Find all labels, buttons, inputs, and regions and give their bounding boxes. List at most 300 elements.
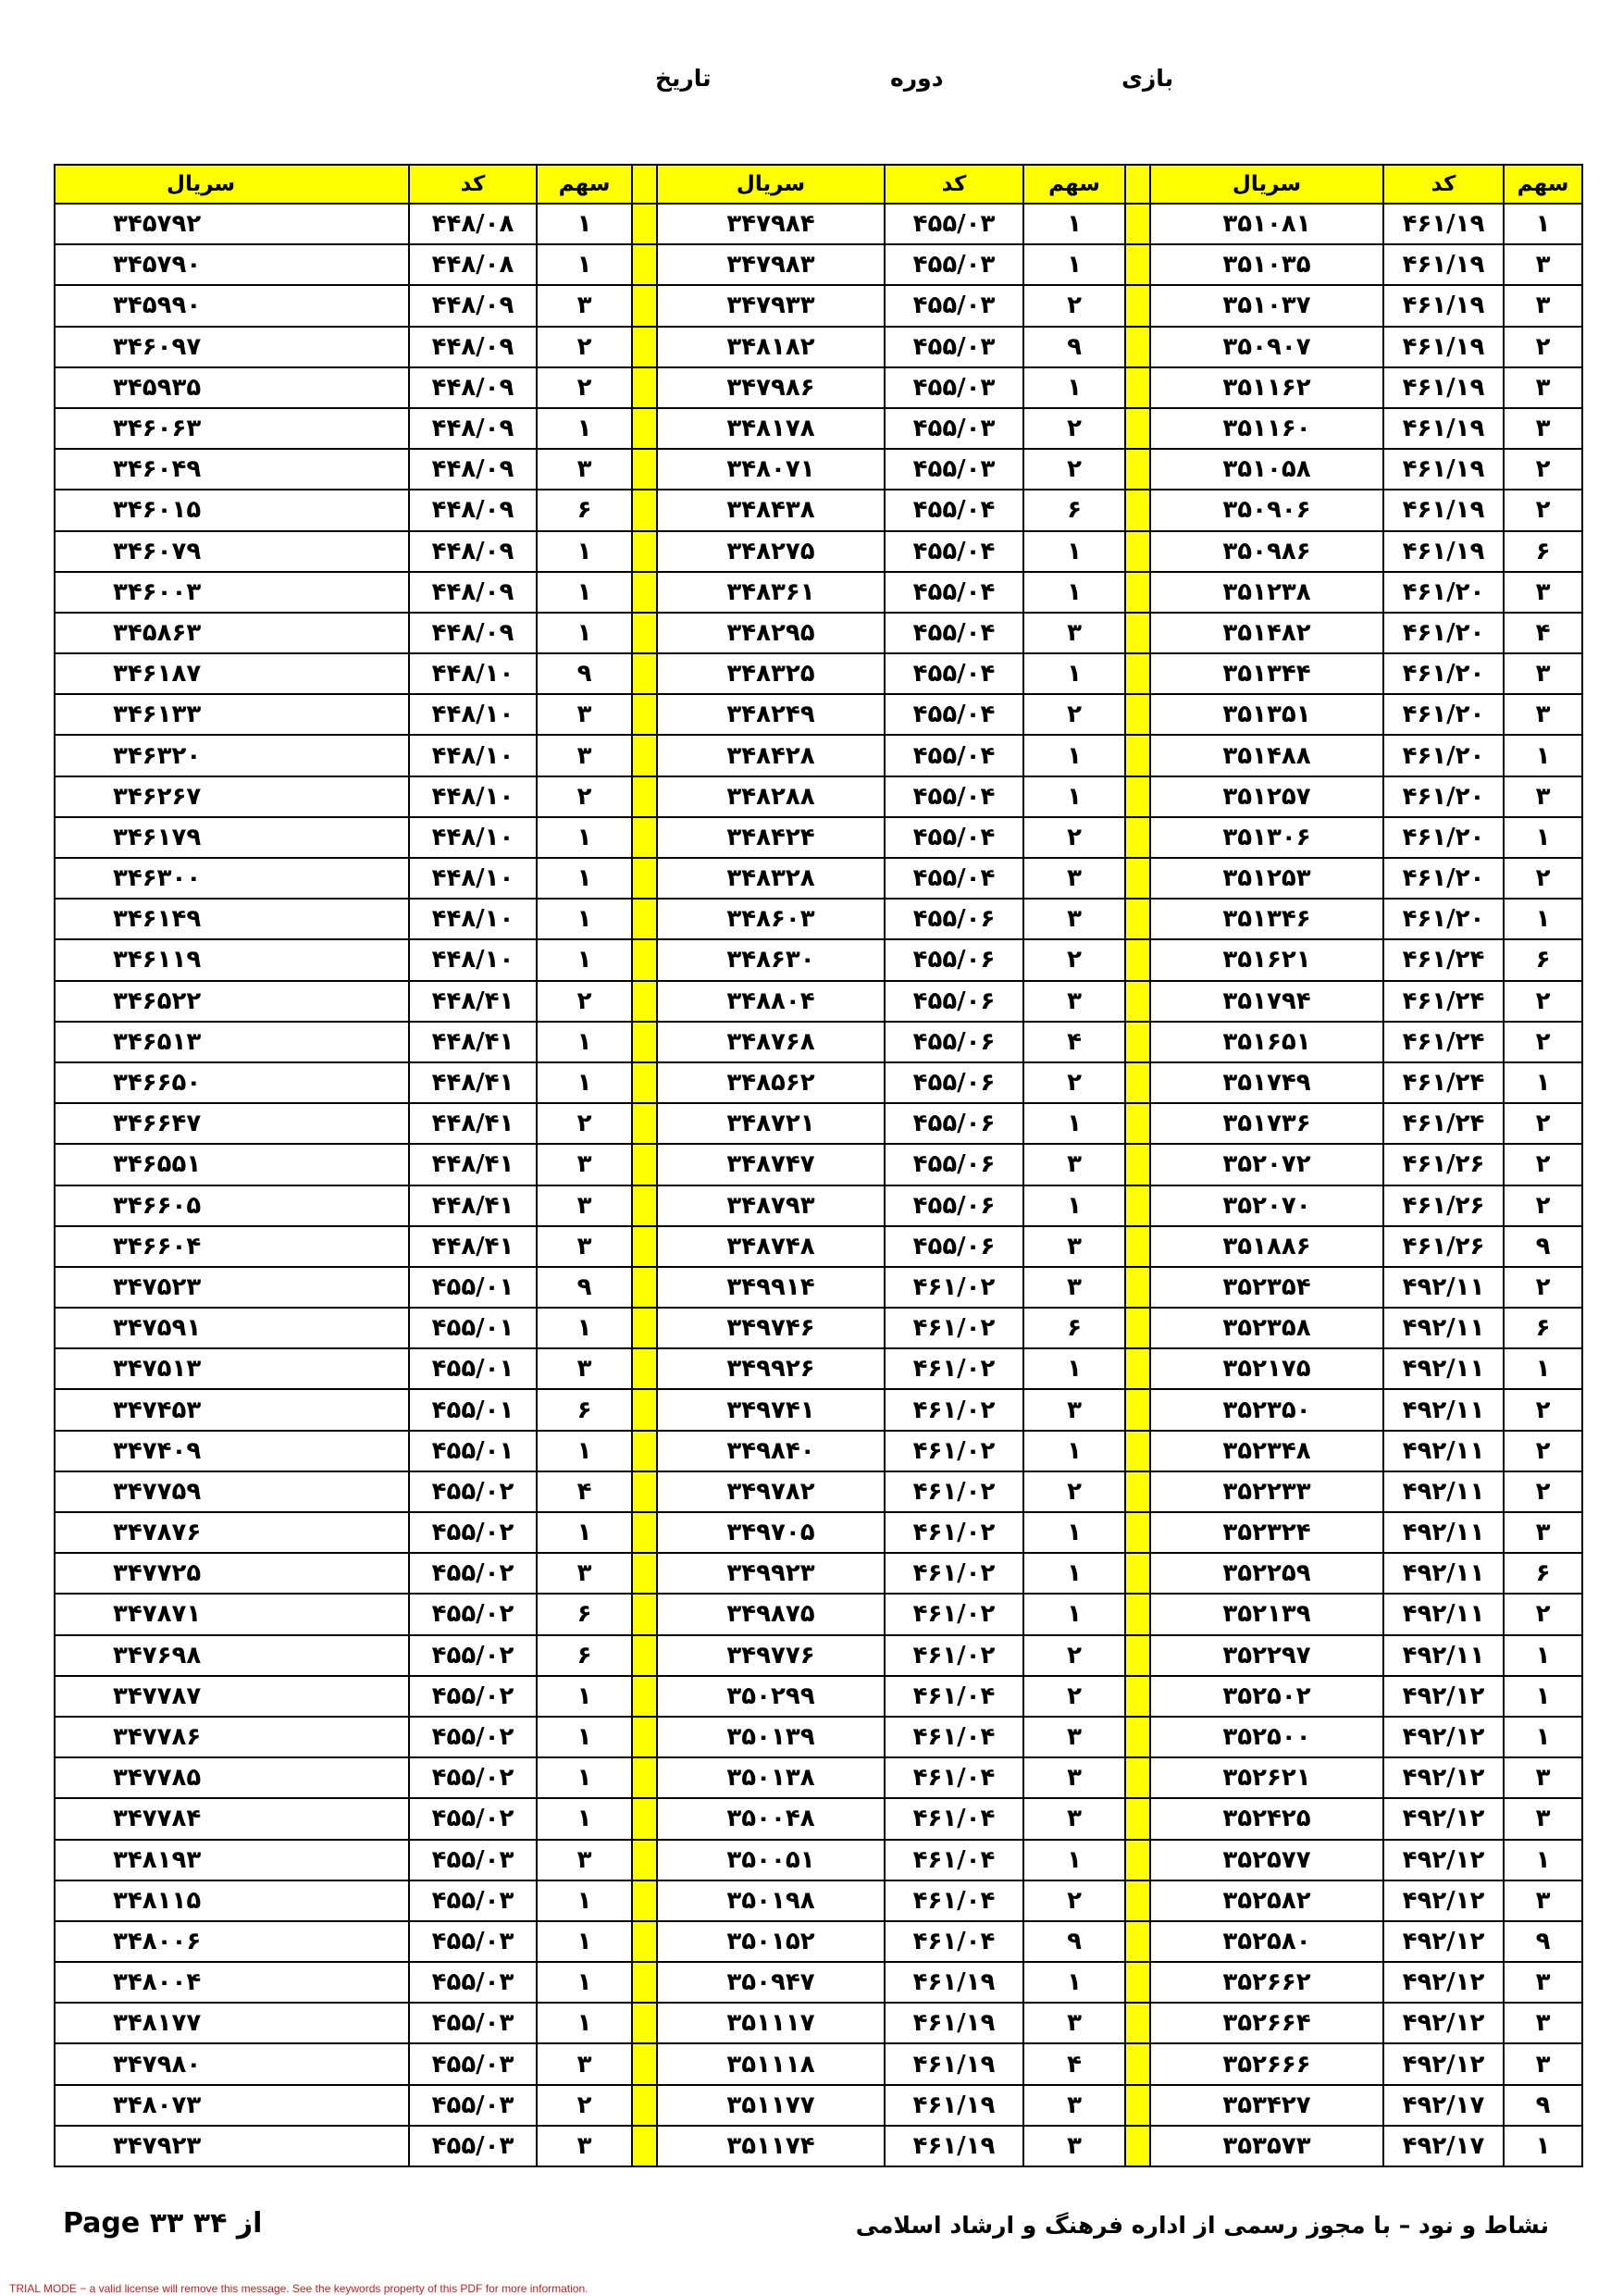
cell-kod: ۴۶۱/۰۲ — [885, 1389, 1023, 1430]
cell-serial: ۳۴۹۹۲۶ — [657, 1348, 885, 1389]
cell-serial: ۳۵۱۰۸۱ — [1150, 204, 1383, 244]
yellow-spacer — [632, 1471, 657, 1512]
cell-kod: ۴۶۱/۰۲ — [885, 1553, 1023, 1594]
col-header-sahm: سهم — [1504, 165, 1582, 204]
table-row — [55, 1594, 1582, 1634]
cell-serial: ۳۵۲۲۹۷ — [1150, 1635, 1383, 1676]
yellow-spacer — [1125, 1512, 1150, 1553]
page-of: از — [236, 2207, 263, 2240]
table-row — [55, 2043, 1582, 2084]
cell-kod: ۴۹۲/۱۲ — [1383, 1676, 1504, 1717]
cell-kod: ۴۶۱/۱۹ — [1383, 531, 1504, 572]
cell-sahm: ۳ — [1023, 1389, 1125, 1430]
cell-kod: ۴۴۸/۱۰ — [409, 735, 537, 776]
cell-serial: ۳۵۲۶۶۴ — [1150, 2003, 1383, 2043]
cell-kod: ۴۶۱/۲۰ — [1383, 653, 1504, 694]
cell-sahm: ۶ — [537, 1635, 632, 1676]
cell-kod: ۴۶۱/۲۰ — [1383, 858, 1504, 899]
table-row — [55, 1267, 1582, 1308]
cell-kod: ۴۴۸/۱۰ — [409, 899, 537, 939]
cell-kod: ۴۵۵/۰۱ — [409, 1267, 537, 1308]
cell-kod: ۴۴۸/۱۰ — [409, 694, 537, 735]
col-header-kod: کد — [885, 165, 1023, 204]
yellow-spacer — [632, 981, 657, 1022]
cell-kod: ۴۵۵/۰۱ — [409, 1431, 537, 1471]
cell-sahm: ۳ — [1023, 1717, 1125, 1757]
yellow-spacer — [632, 1267, 657, 1308]
cell-sahm: ۹ — [1504, 1921, 1582, 1962]
yellow-spacer — [1125, 1226, 1150, 1267]
yellow-spacer — [1125, 1431, 1150, 1471]
cell-serial: ۳۴۸۱۷۸ — [657, 408, 885, 449]
cell-serial: ۳۴۸۴۲۸ — [657, 735, 885, 776]
cell-serial: ۳۴۷۷۸۵ — [55, 1757, 409, 1798]
cell-sahm: ۱ — [1504, 1717, 1582, 1757]
cell-serial: ۳۴۷۵۱۳ — [55, 1348, 409, 1389]
cell-kod: ۴۵۵/۰۴ — [885, 735, 1023, 776]
cell-kod: ۴۶۱/۲۴ — [1383, 1062, 1504, 1103]
cell-kod: ۴۹۲/۱۲ — [1383, 1880, 1504, 1921]
cell-serial: ۳۴۸۱۱۵ — [55, 1880, 409, 1921]
cell-serial: ۳۴۹۷۸۲ — [657, 1471, 885, 1512]
cell-serial: ۳۴۹۷۴۶ — [657, 1308, 885, 1348]
cell-sahm: ۱ — [1023, 735, 1125, 776]
cell-kod: ۴۶۱/۲۴ — [1383, 1022, 1504, 1062]
cell-kod: ۴۶۱/۰۴ — [885, 1757, 1023, 1798]
cell-kod: ۴۹۲/۱۱ — [1383, 1348, 1504, 1389]
cell-serial: ۳۴۷۸۷۶ — [55, 1512, 409, 1553]
cell-serial: ۳۴۶۳۰۰ — [55, 858, 409, 899]
cell-serial: ۳۵۲۵۰۰ — [1150, 1717, 1383, 1757]
cell-serial: ۳۴۸۶۳۰ — [657, 939, 885, 980]
yellow-spacer — [1125, 531, 1150, 572]
cell-serial: ۳۵۲۲۵۹ — [1150, 1553, 1383, 1594]
cell-serial: ۳۴۸۱۹۳ — [55, 1840, 409, 1880]
table-row — [55, 244, 1582, 285]
cell-serial: ۳۴۷۹۸۳ — [657, 244, 885, 285]
yellow-spacer — [632, 1022, 657, 1062]
yellow-spacer — [632, 1717, 657, 1757]
cell-kod: ۴۵۵/۰۳ — [409, 2126, 537, 2166]
yellow-spacer — [632, 653, 657, 694]
yellow-spacer — [632, 449, 657, 490]
yellow-spacer — [1125, 2085, 1150, 2126]
cell-serial: ۳۴۷۸۷۱ — [55, 1594, 409, 1634]
cell-kod: ۴۴۸/۱۰ — [409, 858, 537, 899]
cell-kod: ۴۶۱/۰۴ — [885, 1798, 1023, 1839]
table-row — [55, 1757, 1582, 1798]
cell-kod: ۴۴۸/۰۹ — [409, 572, 537, 613]
cell-serial: ۳۴۹۹۲۳ — [657, 1553, 885, 1594]
cell-serial: ۳۴۸۲۸۸ — [657, 776, 885, 817]
col-spacer — [632, 165, 657, 204]
cell-kod: ۴۵۵/۰۳ — [885, 367, 1023, 408]
yellow-spacer — [632, 735, 657, 776]
cell-kod: ۴۹۲/۱۱ — [1383, 1267, 1504, 1308]
cell-kod: ۴۵۵/۰۳ — [885, 449, 1023, 490]
cell-serial: ۳۵۱۳۴۶ — [1150, 899, 1383, 939]
table-row — [55, 1062, 1582, 1103]
cell-sahm: ۱ — [1023, 1594, 1125, 1634]
cell-kod: ۴۵۵/۰۴ — [885, 858, 1023, 899]
cell-serial: ۳۵۱۴۸۲ — [1150, 613, 1383, 653]
cell-serial: ۳۴۹۷۰۵ — [657, 1512, 885, 1553]
cell-kod: ۴۴۸/۱۰ — [409, 776, 537, 817]
yellow-spacer — [1125, 1103, 1150, 1144]
cell-kod: ۴۹۲/۱۱ — [1383, 1389, 1504, 1430]
cell-sahm: ۲ — [1023, 1635, 1125, 1676]
cell-sahm: ۱ — [537, 244, 632, 285]
col-header-serial: سریال — [1150, 165, 1383, 204]
cell-kod: ۴۵۵/۰۶ — [885, 981, 1023, 1022]
cell-kod: ۴۴۸/۴۱ — [409, 1185, 537, 1226]
table-row — [55, 1880, 1582, 1921]
cell-serial: ۳۵۲۶۶۲ — [1150, 1962, 1383, 2003]
cell-serial: ۳۵۱۱۷۷ — [657, 2085, 885, 2126]
cell-sahm: ۱ — [1023, 531, 1125, 572]
cell-kod: ۴۶۱/۱۹ — [1383, 367, 1504, 408]
cell-serial: ۳۴۸۷۴۸ — [657, 1226, 885, 1267]
table-row — [55, 653, 1582, 694]
cell-serial: ۳۴۷۵۲۳ — [55, 1267, 409, 1308]
yellow-spacer — [1125, 2043, 1150, 2084]
cell-serial: ۳۴۵۹۳۵ — [55, 367, 409, 408]
cell-kod: ۴۵۵/۰۱ — [409, 1308, 537, 1348]
yellow-spacer — [1125, 1267, 1150, 1308]
yellow-spacer — [1125, 449, 1150, 490]
yellow-spacer — [632, 1676, 657, 1717]
cell-kod: ۴۴۸/۰۹ — [409, 613, 537, 653]
cell-serial: ۳۴۶۰۰۳ — [55, 572, 409, 613]
cell-sahm: ۲ — [1504, 327, 1582, 367]
cell-kod: ۴۶۱/۰۲ — [885, 1471, 1023, 1512]
cell-kod: ۴۵۵/۰۳ — [885, 244, 1023, 285]
cell-kod: ۴۵۵/۰۴ — [885, 817, 1023, 858]
cell-serial: ۳۵۱۶۲۱ — [1150, 939, 1383, 980]
yellow-spacer — [632, 2085, 657, 2126]
cell-serial: ۳۴۶۰۷۹ — [55, 531, 409, 572]
cell-sahm: ۶ — [537, 1389, 632, 1430]
cell-kod: ۴۵۵/۰۶ — [885, 1144, 1023, 1185]
cell-sahm: ۳ — [537, 1840, 632, 1880]
table-row — [55, 1022, 1582, 1062]
cell-sahm: ۱ — [537, 408, 632, 449]
yellow-spacer — [632, 531, 657, 572]
cell-kod: ۴۶۱/۱۹ — [885, 2003, 1023, 2043]
cell-sahm: ۱ — [537, 1962, 632, 2003]
table-row — [55, 1185, 1582, 1226]
cell-kod: ۴۵۵/۰۱ — [409, 1389, 537, 1430]
cell-serial: ۳۴۶۶۴۷ — [55, 1103, 409, 1144]
cell-kod: ۴۴۸/۱۰ — [409, 939, 537, 980]
cell-kod: ۴۹۲/۱۲ — [1383, 1717, 1504, 1757]
yellow-spacer — [632, 1798, 657, 1839]
cell-kod: ۴۹۲/۱۷ — [1383, 2126, 1504, 2166]
yellow-spacer — [632, 1594, 657, 1634]
cell-sahm: ۲ — [537, 367, 632, 408]
cell-kod: ۴۵۵/۰۲ — [409, 1512, 537, 1553]
table-row — [55, 1308, 1582, 1348]
cell-sahm: ۱ — [537, 613, 632, 653]
yellow-spacer — [1125, 1594, 1150, 1634]
cell-sahm: ۶ — [537, 490, 632, 530]
yellow-spacer — [1125, 817, 1150, 858]
cell-sahm: ۲ — [1023, 285, 1125, 326]
cell-kod: ۴۵۵/۰۴ — [885, 776, 1023, 817]
yellow-spacer — [632, 204, 657, 244]
cell-serial: ۳۴۸۷۶۸ — [657, 1022, 885, 1062]
cell-serial: ۳۵۳۴۲۷ — [1150, 2085, 1383, 2126]
cell-kod: ۴۹۲/۱۱ — [1383, 1594, 1504, 1634]
cell-serial: ۳۴۸۳۲۸ — [657, 858, 885, 899]
cell-kod: ۴۵۵/۰۴ — [885, 531, 1023, 572]
cell-serial: ۳۵۲۳۵۴ — [1150, 1267, 1383, 1308]
cell-serial: ۳۵۲۰۷۲ — [1150, 1144, 1383, 1185]
table-row — [55, 1921, 1582, 1962]
yellow-spacer — [1125, 1880, 1150, 1921]
cell-sahm: ۱ — [537, 1921, 632, 1962]
cell-kod: ۴۵۵/۰۳ — [409, 1962, 537, 2003]
cell-serial: ۳۴۶۱۷۹ — [55, 817, 409, 858]
cell-serial: ۳۵۲۰۷۰ — [1150, 1185, 1383, 1226]
cell-kod: ۴۵۵/۰۶ — [885, 939, 1023, 980]
yellow-spacer — [632, 2043, 657, 2084]
cell-sahm: ۲ — [1023, 939, 1125, 980]
cell-sahm: ۹ — [1504, 2085, 1582, 2126]
cell-sahm: ۳ — [1023, 1798, 1125, 1839]
cell-serial: ۳۴۵۹۹۰ — [55, 285, 409, 326]
cell-sahm: ۱ — [1504, 2126, 1582, 2166]
cell-sahm: ۳ — [1504, 694, 1582, 735]
page-word: Page — [63, 2207, 141, 2240]
cell-kod: ۴۵۵/۰۶ — [885, 1103, 1023, 1144]
cell-kod: ۴۴۸/۰۹ — [409, 367, 537, 408]
col-header-sahm: سهم — [1023, 165, 1125, 204]
cell-kod: ۴۴۸/۴۱ — [409, 1226, 537, 1267]
col-header-serial: سریال — [55, 165, 409, 204]
table-row — [55, 1676, 1582, 1717]
table-row — [55, 327, 1582, 367]
cell-kod: ۴۵۵/۰۲ — [409, 1553, 537, 1594]
cell-sahm: ۹ — [1023, 327, 1125, 367]
cell-sahm: ۳ — [1023, 981, 1125, 1022]
cell-serial: ۳۵۱۷۴۹ — [1150, 1062, 1383, 1103]
cell-kod: ۴۵۵/۰۳ — [409, 2043, 537, 2084]
cell-kod: ۴۶۱/۰۲ — [885, 1512, 1023, 1553]
cell-serial: ۳۴۷۹۲۳ — [55, 2126, 409, 2166]
cell-kod: ۴۶۱/۰۲ — [885, 1308, 1023, 1348]
cell-kod: ۴۶۱/۰۴ — [885, 1676, 1023, 1717]
cell-serial: ۳۴۸۰۷۳ — [55, 2085, 409, 2126]
cell-serial: ۳۴۸۰۰۴ — [55, 1962, 409, 2003]
cell-sahm: ۱ — [1504, 1840, 1582, 1880]
cell-kod: ۴۹۲/۱۱ — [1383, 1308, 1504, 1348]
cell-kod: ۴۶۱/۱۹ — [1383, 244, 1504, 285]
cell-serial: ۳۴۶۶۰۴ — [55, 1226, 409, 1267]
cell-sahm: ۱ — [1504, 1635, 1582, 1676]
yellow-spacer — [1125, 653, 1150, 694]
cell-kod: ۴۵۵/۰۴ — [885, 572, 1023, 613]
cell-sahm: ۱ — [1023, 204, 1125, 244]
cell-serial: ۳۵۲۳۴۸ — [1150, 1431, 1383, 1471]
cell-sahm: ۳ — [1504, 1962, 1582, 2003]
cell-kod: ۴۵۵/۰۶ — [885, 1022, 1023, 1062]
cell-serial: ۳۴۵۷۹۲ — [55, 204, 409, 244]
yellow-spacer — [632, 1880, 657, 1921]
cell-sahm: ۳ — [537, 2126, 632, 2166]
yellow-spacer — [632, 613, 657, 653]
cell-serial: ۳۵۳۵۷۳ — [1150, 2126, 1383, 2166]
yellow-spacer — [1125, 939, 1150, 980]
cell-kod: ۴۴۸/۰۹ — [409, 327, 537, 367]
cell-kod: ۴۶۱/۱۹ — [1383, 408, 1504, 449]
cell-serial: ۳۵۲۵۸۲ — [1150, 1880, 1383, 1921]
table-row — [55, 1389, 1582, 1430]
cell-kod: ۴۴۸/۱۰ — [409, 653, 537, 694]
yellow-spacer — [632, 776, 657, 817]
yellow-spacer — [632, 408, 657, 449]
cell-sahm: ۱ — [1023, 1962, 1125, 2003]
cell-sahm: ۱ — [1023, 1103, 1125, 1144]
cell-kod: ۴۵۵/۰۳ — [885, 408, 1023, 449]
cell-serial: ۳۵۲۶۶۶ — [1150, 2043, 1383, 2084]
cell-serial: ۳۴۶۳۲۰ — [55, 735, 409, 776]
cell-serial: ۳۴۶۶۰۵ — [55, 1185, 409, 1226]
cell-kod: ۴۶۱/۲۰ — [1383, 735, 1504, 776]
cell-sahm: ۲ — [1023, 1676, 1125, 1717]
cell-sahm: ۶ — [1504, 1308, 1582, 1348]
cell-sahm: ۲ — [1023, 1062, 1125, 1103]
cell-serial: ۳۴۷۷۸۷ — [55, 1676, 409, 1717]
cell-kod: ۴۹۲/۱۲ — [1383, 1840, 1504, 1880]
cell-sahm: ۱ — [1504, 1062, 1582, 1103]
cell-serial: ۳۴۸۷۴۷ — [657, 1144, 885, 1185]
cell-kod: ۴۵۵/۰۳ — [409, 1840, 537, 1880]
cell-serial: ۳۵۰۹۰۷ — [1150, 327, 1383, 367]
yellow-spacer — [1125, 1635, 1150, 1676]
cell-sahm: ۱ — [1023, 653, 1125, 694]
table-row — [55, 1144, 1582, 1185]
table-row — [55, 1717, 1582, 1757]
cell-serial: ۳۵۰۱۳۸ — [657, 1757, 885, 1798]
table-row — [55, 1553, 1582, 1594]
table-row — [55, 490, 1582, 530]
cell-serial: ۳۴۷۷۸۶ — [55, 1717, 409, 1757]
cell-kod: ۴۶۱/۱۹ — [1383, 490, 1504, 530]
yellow-spacer — [632, 2003, 657, 2043]
cell-sahm: ۳ — [537, 1185, 632, 1226]
cell-sahm: ۱ — [537, 1717, 632, 1757]
cell-kod: ۴۹۲/۱۲ — [1383, 1798, 1504, 1839]
cell-sahm: ۶ — [1504, 939, 1582, 980]
table-row — [55, 981, 1582, 1022]
cell-kod: ۴۶۱/۱۹ — [885, 2043, 1023, 2084]
table-row — [55, 1840, 1582, 1880]
cell-serial: ۳۴۶۵۵۱ — [55, 1144, 409, 1185]
yellow-spacer — [1125, 1389, 1150, 1430]
cell-serial: ۳۴۷۹۸۶ — [657, 367, 885, 408]
cell-sahm: ۱ — [537, 2003, 632, 2043]
cell-kod: ۴۵۵/۰۲ — [409, 1676, 537, 1717]
cell-sahm: ۲ — [1023, 817, 1125, 858]
cell-serial: ۳۴۶۱۸۷ — [55, 653, 409, 694]
yellow-spacer — [1125, 694, 1150, 735]
cell-sahm: ۱ — [537, 1676, 632, 1717]
cell-serial: ۳۴۷۶۹۸ — [55, 1635, 409, 1676]
cell-sahm: ۱ — [1023, 1348, 1125, 1389]
table-row — [55, 531, 1582, 572]
cell-kod: ۴۶۱/۱۹ — [885, 1962, 1023, 2003]
yellow-spacer — [1125, 1676, 1150, 1717]
cell-kod: ۴۵۵/۰۶ — [885, 899, 1023, 939]
cell-sahm: ۱ — [1023, 1431, 1125, 1471]
col-header-kod: کد — [1383, 165, 1504, 204]
cell-serial: ۳۴۶۵۲۲ — [55, 981, 409, 1022]
cell-kod: ۴۵۵/۰۶ — [885, 1062, 1023, 1103]
cell-sahm: ۴ — [537, 1471, 632, 1512]
yellow-spacer — [1125, 1144, 1150, 1185]
cell-serial: ۳۴۸۴۲۴ — [657, 817, 885, 858]
yellow-spacer — [632, 1103, 657, 1144]
cell-serial: ۳۴۸۰۰۶ — [55, 1921, 409, 1962]
cell-kod: ۴۴۸/۰۹ — [409, 408, 537, 449]
table-row — [55, 2085, 1582, 2126]
cell-serial: ۳۴۸۴۳۸ — [657, 490, 885, 530]
cell-sahm: ۳ — [537, 285, 632, 326]
cell-sahm: ۲ — [1504, 981, 1582, 1022]
table-row — [55, 694, 1582, 735]
trial-notice: TRIAL MODE − a valid license will remove this message. See the keywords property of this PDF for more information. — [9, 2282, 588, 2295]
yellow-spacer — [1125, 2003, 1150, 2043]
cell-serial: ۳۵۱۰۳۷ — [1150, 285, 1383, 326]
cell-sahm: ۲ — [1504, 1144, 1582, 1185]
yellow-spacer — [632, 285, 657, 326]
cell-kod: ۴۶۱/۲۰ — [1383, 817, 1504, 858]
cell-sahm: ۱ — [537, 1798, 632, 1839]
table-header-row — [55, 165, 1582, 204]
cell-sahm: ۱ — [1504, 817, 1582, 858]
cell-kod: ۴۶۱/۱۹ — [885, 2126, 1023, 2166]
cell-sahm: ۳ — [1504, 1512, 1582, 1553]
cell-sahm: ۲ — [537, 1103, 632, 1144]
cell-sahm: ۱ — [1023, 1512, 1125, 1553]
cell-serial: ۳۴۶۰۹۷ — [55, 327, 409, 367]
cell-sahm: ۳ — [1504, 1880, 1582, 1921]
yellow-spacer — [632, 939, 657, 980]
yellow-spacer — [632, 1389, 657, 1430]
cell-serial: ۳۵۲۵۷۷ — [1150, 1840, 1383, 1880]
cell-sahm: ۱ — [1504, 204, 1582, 244]
cell-sahm: ۳ — [1023, 858, 1125, 899]
cell-serial: ۳۴۶۲۶۷ — [55, 776, 409, 817]
cell-serial: ۳۴۹۹۱۴ — [657, 1267, 885, 1308]
cell-sahm: ۳ — [1504, 1798, 1582, 1839]
cell-kod: ۴۵۵/۰۶ — [885, 1226, 1023, 1267]
cell-serial: ۳۴۷۷۸۴ — [55, 1798, 409, 1839]
yellow-spacer — [632, 1226, 657, 1267]
cell-sahm: ۳ — [1023, 1757, 1125, 1798]
cell-serial: ۳۴۷۵۹۱ — [55, 1308, 409, 1348]
cell-sahm: ۲ — [537, 981, 632, 1022]
table-body — [55, 204, 1582, 2166]
cell-sahm: ۲ — [1504, 1389, 1582, 1430]
yellow-spacer — [632, 1635, 657, 1676]
cell-sahm: ۱ — [1504, 735, 1582, 776]
cell-kod: ۴۹۲/۱۱ — [1383, 1553, 1504, 1594]
cell-serial: ۳۵۱۱۷۴ — [657, 2126, 885, 2166]
cell-serial: ۳۴۷۷۲۵ — [55, 1553, 409, 1594]
yellow-spacer — [632, 367, 657, 408]
